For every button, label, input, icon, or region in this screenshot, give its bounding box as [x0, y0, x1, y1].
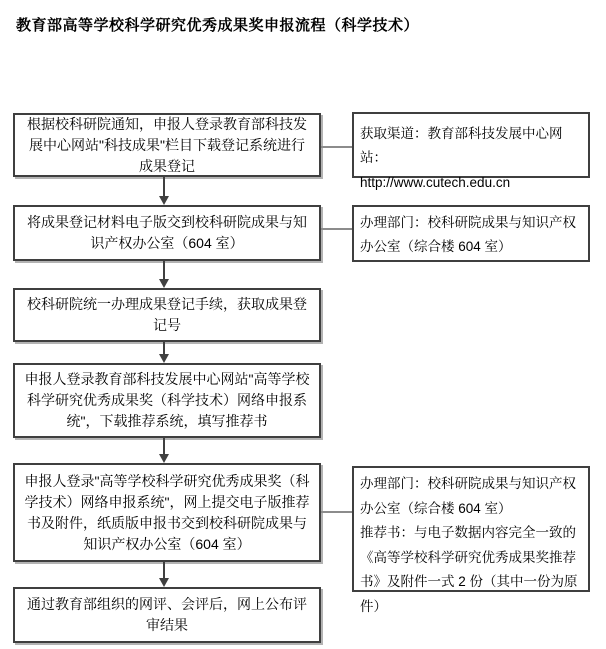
arrow-head: [159, 354, 169, 363]
flow-step-5: [13, 463, 321, 562]
arrow-head: [159, 279, 169, 288]
connector-line: [321, 511, 352, 513]
note-channel-url: http://www.cutech.edu.cn: [360, 174, 511, 190]
flow-step-4-text: 申报人登录教育部科技发展中心网站"高等学校科学研究优秀成果奖（科学技术）网络申报系统"，下载推荐系统，填写推荐书: [24, 371, 310, 429]
down-arrow-icon: [158, 177, 170, 205]
note-department-text: 办理部门：校科研院成果与知识产权办公室（综合楼 604 室）: [360, 215, 576, 255]
page-title: 教育部高等学校科学研究优秀成果奖申报流程（科学技术）: [16, 17, 420, 34]
arrow-head: [159, 196, 169, 205]
note-submission-department: 办理部门：校科研院成果与知识产权办公室（综合楼 604 室）: [360, 476, 576, 516]
flow-step-3-text: 校科研院统一办理成果登记手续，获取成果登记号: [27, 296, 307, 333]
arrow-head: [159, 454, 169, 463]
note-box-submission: [352, 466, 590, 614]
flow-step-6: [13, 587, 321, 643]
note-box-department: [352, 205, 590, 262]
flow-step-1: [13, 113, 321, 177]
arrow-stem: [163, 562, 165, 579]
flow-step-3: [13, 288, 321, 342]
flow-step-1-text: 根据校科研院通知，申报人登录教育部科技发展中心网站"科技成果"栏目下载登记系统进行成果登记: [27, 115, 307, 174]
note-submission-recommendation: 推荐书：与电子数据内容完全一致的《高等学校科学研究优秀成果奖推荐书》及附件一式 2 份（其中一份为原件）: [360, 525, 578, 614]
arrow-stem: [163, 438, 165, 455]
flow-step-4: [13, 363, 321, 438]
down-arrow-icon: [158, 342, 170, 363]
flow-step-2-text: 将成果登记材料电子版交到校科研院成果与知识产权办公室（604 室）: [27, 214, 307, 251]
arrow-stem: [163, 177, 165, 197]
flow-step-6-text: 通过教育部组织的网评、会评后，网上公布评审结果: [27, 596, 307, 633]
note-channel-label: 获取渠道：教育部科技发展中心网站：: [360, 126, 563, 166]
down-arrow-icon: [158, 261, 170, 288]
arrow-head: [159, 578, 169, 587]
arrow-stem: [163, 261, 165, 280]
connector-line: [321, 228, 352, 230]
note-box-channel: [352, 112, 590, 190]
down-arrow-icon: [158, 562, 170, 587]
connector-line: [321, 146, 352, 148]
flow-step-5-text: 申报人登录"高等学校科学研究优秀成果奖（科学技术）网络申报系统"，网上提交电子版推荐书及附件，纸质版申报书交到校科研院成果与知识产权办公室（604 室）: [24, 472, 310, 552]
down-arrow-icon: [158, 438, 170, 463]
flow-step-2: [13, 205, 321, 261]
